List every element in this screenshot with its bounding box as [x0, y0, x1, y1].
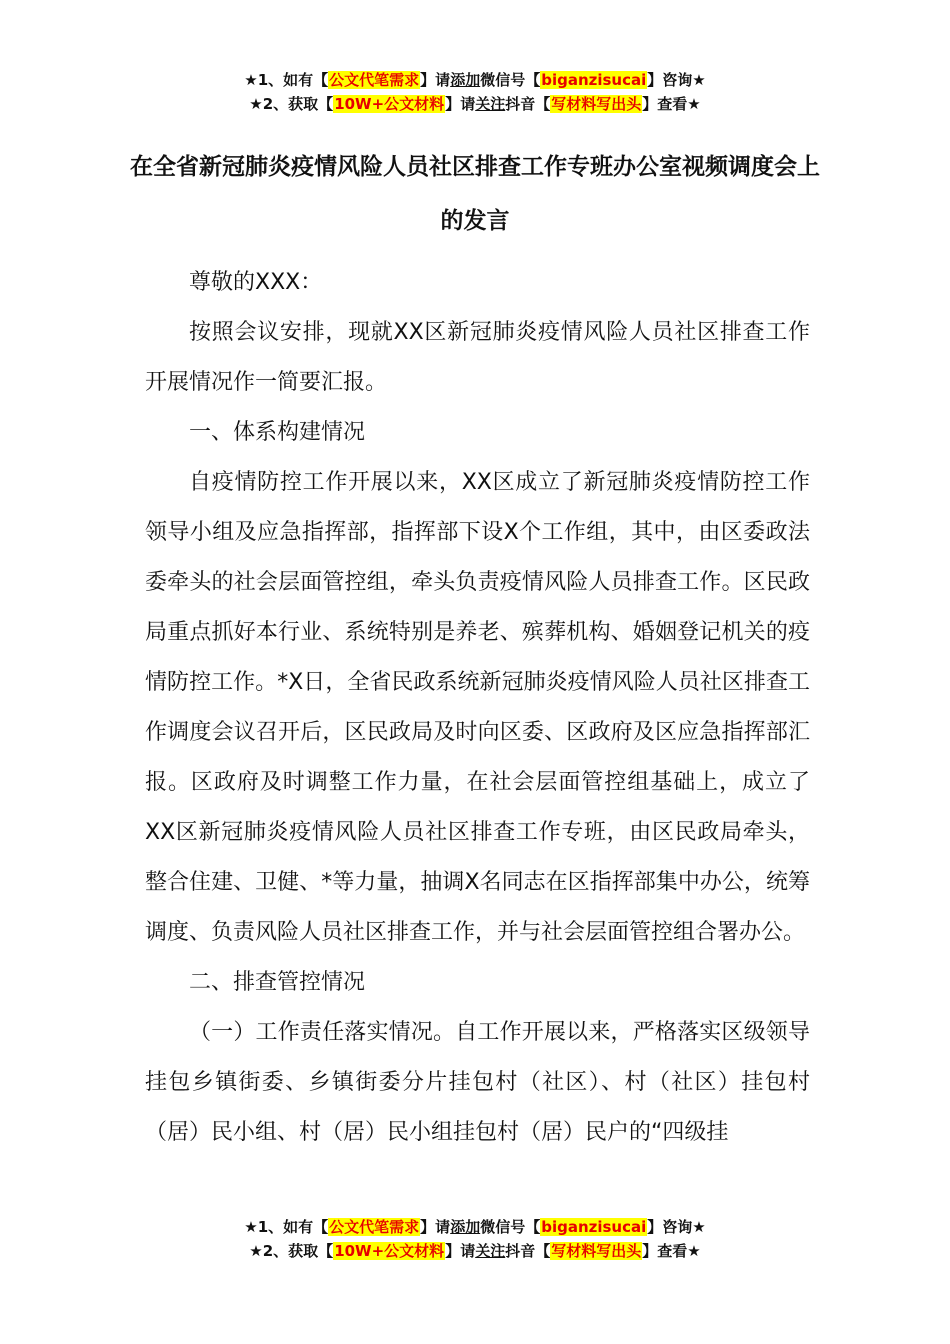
banner-underline: 关注	[475, 95, 506, 113]
banner-highlight: 公文代笔需求	[329, 71, 420, 89]
banner-text: 微信号【	[480, 1218, 541, 1236]
section-heading: 二、排查管控情况	[189, 970, 366, 995]
footer-banner	[0, 1215, 950, 1263]
document-body	[145, 258, 810, 1158]
banner-text: ★1、如有【	[244, 71, 329, 89]
banner-text: 】请	[445, 1242, 476, 1260]
banner-highlight: biganzisucai	[541, 1218, 647, 1236]
banner-highlight: 写材料写出头	[551, 1242, 642, 1260]
banner-highlight: 写材料写出头	[551, 95, 642, 113]
document-title: 在全省新冠肺炎疫情风险人员社区排查工作专班办公室视频调度会上的发言	[130, 154, 820, 234]
header-banner	[0, 68, 950, 116]
banner-text: 】咨询★	[647, 1218, 706, 1236]
banner-highlight: 公文代笔需求	[329, 1218, 420, 1236]
banner-line-1	[0, 1215, 950, 1239]
banner-highlight: biganzisucai	[541, 71, 647, 89]
banner-text: ★2、获取【	[249, 1242, 334, 1260]
banner-text: 】咨询★	[647, 71, 706, 89]
body-paragraph: （一）工作责任落实情况。自工作开展以来，严格落实区级领导挂包乡镇街委、乡镇街委分片挂包村（社区）、村（社区）挂包村（居）民小组、村（居）民小组挂包村（居）民户的“四级挂	[145, 1020, 810, 1145]
banner-text: 】查看★	[642, 1242, 701, 1260]
banner-text: ★2、获取【	[249, 95, 334, 113]
banner-underline: 添加	[450, 1218, 481, 1236]
banner-highlight: 10W+公文材料	[334, 95, 445, 113]
banner-text: 微信号【	[480, 71, 541, 89]
banner-underline: 关注	[475, 1242, 506, 1260]
banner-text: 】请	[420, 1218, 451, 1236]
banner-text: 】请	[445, 95, 476, 113]
banner-text: 】请	[420, 71, 451, 89]
banner-text: 】查看★	[642, 95, 701, 113]
banner-line-1	[0, 68, 950, 92]
banner-text: 抖音【	[505, 95, 551, 113]
banner-underline: 添加	[450, 71, 481, 89]
banner-text: ★1、如有【	[244, 1218, 329, 1236]
banner-line-2	[0, 1239, 950, 1263]
banner-highlight: 10W+公文材料	[334, 1242, 445, 1260]
section-heading: 一、体系构建情况	[189, 420, 366, 445]
banner-text: 抖音【	[505, 1242, 551, 1260]
banner-line-2	[0, 92, 950, 116]
body-paragraph: 按照会议安排，现就XX区新冠肺炎疫情风险人员社区排查工作开展情况作一简要汇报。	[145, 320, 810, 395]
salutation: 尊敬的XXX：	[189, 270, 323, 295]
body-paragraph: 自疫情防控工作开展以来，XX区成立了新冠肺炎疫情防控工作领导小组及应急指挥部，指挥部下设X个工作组，其中，由区委政法委牵头的社会层面管控组，牵头负责疫情风险人员排查工作。区民政局重点抓好本行业、系统特别是养老、殡葬机构、婚姻登记机关的疫情防控工作。*X日，全省民政系统新冠肺炎疫情风险人员社区排查工作调度会议召开后，区民政局及时向区委、区政府及区应急指挥部汇报。区政府及时调整工作力量，在社会层面管控组基础上，成立了XX区新冠肺炎疫情风险人员社区排查工作专班，由区民政局牵头，整合住建、卫健、*等力量，抽调X名同志在区指挥部集中办公，统筹调度、负责风险人员社区排查工作，并与社会层面管控组合署办公。	[145, 470, 810, 945]
